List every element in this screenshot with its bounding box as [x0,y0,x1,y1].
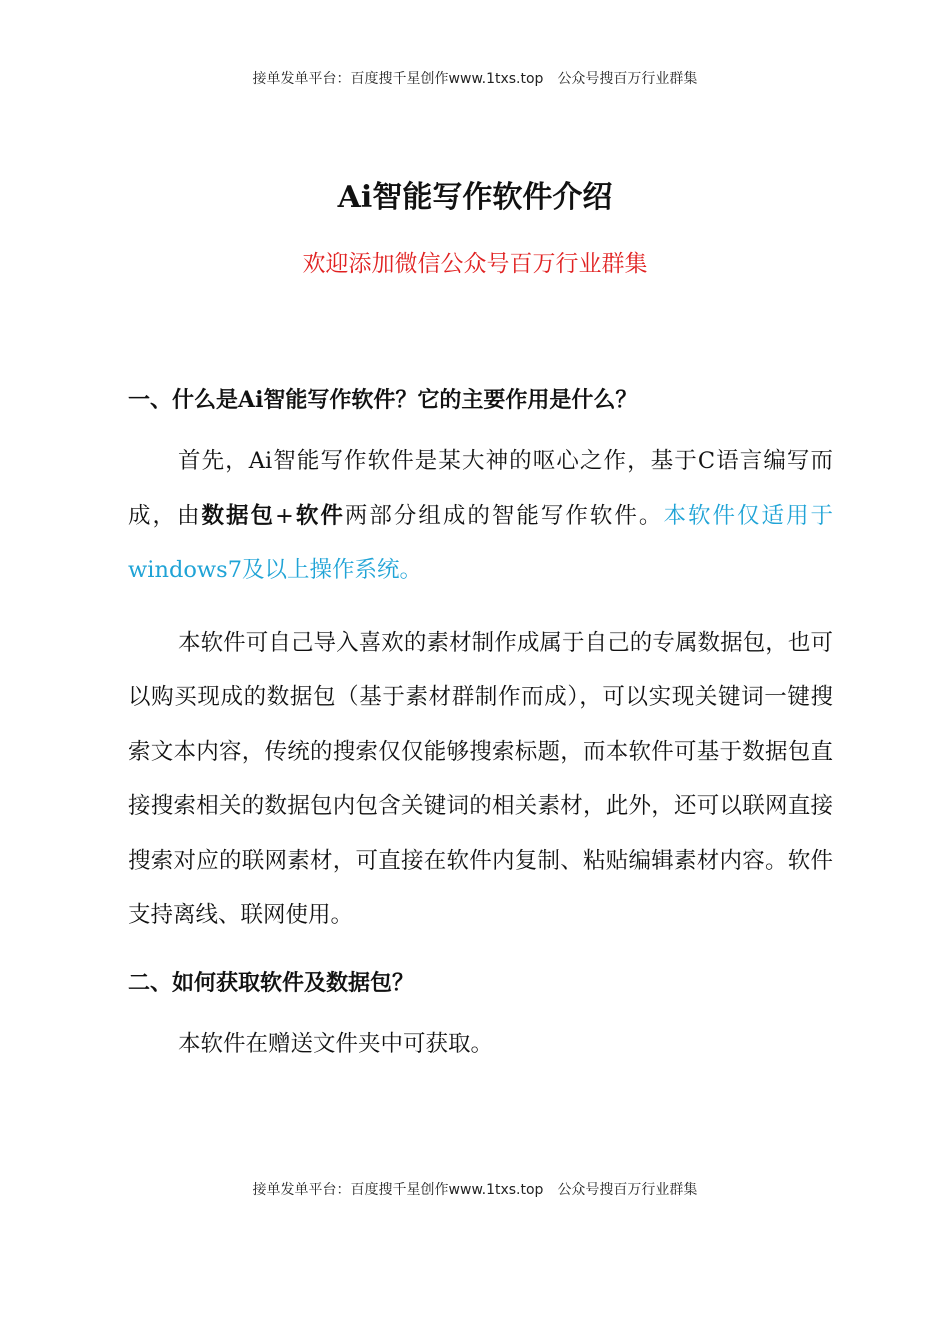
header-wechat-label: 公众号搜百万行业群集 [557,71,698,87]
para-1-intro: 首先，Ai智能写作软件是某大神的呕心之作，基于C语言编写而成，由 [128,448,833,529]
page-footer [0,1179,950,1199]
footer-wechat-label: 公众号搜百万行业群集 [557,1182,698,1198]
footer-platform-label: 接单发单平台：百度搜千星创作 [252,1182,449,1198]
footer-site-link: www.1txs.top [448,1182,544,1198]
section-2-paragraph-1: 本软件在赠送文件夹中可获取。 [178,1030,494,1057]
section-heading-2: 二、如何获取软件及数据包？ [128,969,415,996]
header-site-link: www.1txs.top [448,71,544,87]
section-heading-1: 一、什么是Ai智能写作软件？它的主要作用是什么？ [128,387,638,413]
section-1-paragraph-2: 本软件可自己导入喜欢的素材制作成属于自己的专属数据包，也可以购买现成的数据包（基于素材群制作而成），可以实现关键词一键搜索文本内容，传统的搜索仅仅能够搜索标题，而本软件可基于数据包直接搜索相关的数据包内包含关键词的相关素材，此外，还可以联网直接搜索对应的联网素材，可直接在软件内复制、粘贴编辑素材内容。软件支持离线、联网使用。 [128,629,833,928]
para-1-highlight-os-note: 本软件仅适用于windows7及以上操作系统。 [128,502,833,583]
header-platform-label: 接单发单平台：百度搜千星创作 [252,71,449,87]
para-1-rest: 两部分组成的智能写作软件。 [344,502,664,529]
page-header [0,68,950,88]
section-1-paragraph-1 [128,434,833,598]
para-1-bold-software: 软件 [293,502,345,529]
para-1-bold-data-pack: 数据包 [201,502,276,529]
document-body [128,382,833,1071]
document-title: Ai智能写作软件介绍 [337,180,613,215]
document-subtitle: 欢迎添加微信公众号百万行业群集 [302,251,648,277]
para-1-plus: + [275,502,294,529]
